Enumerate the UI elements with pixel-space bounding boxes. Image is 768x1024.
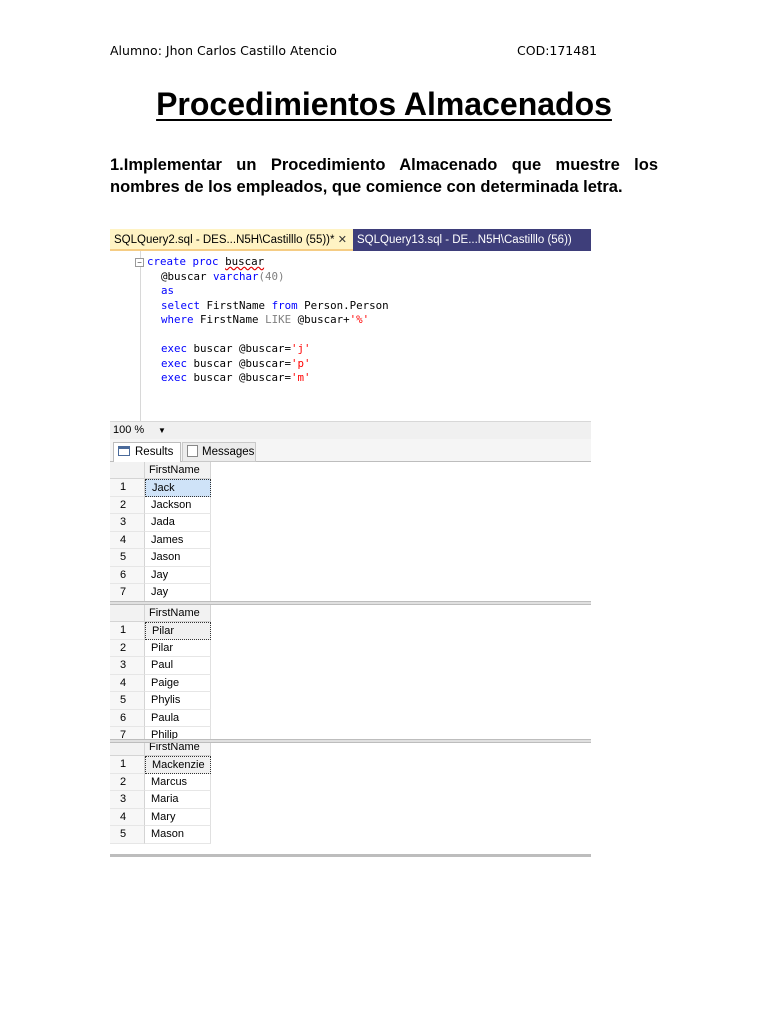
table-row[interactable] — [110, 675, 211, 693]
cell-firstname[interactable]: Maria — [145, 791, 211, 809]
code-token: buscar @buscar= — [193, 342, 292, 355]
code-token: buscar @buscar= — [193, 356, 292, 370]
cell-firstname[interactable]: Pilar — [145, 622, 211, 640]
row-number: 3 — [110, 791, 145, 809]
code-token: '%' — [349, 313, 370, 326]
result-grid-3[interactable] — [110, 743, 591, 854]
code-token: 'p' — [291, 356, 311, 370]
row-number: 3 — [110, 514, 145, 532]
table-row[interactable] — [110, 622, 211, 640]
code-token: where — [161, 313, 194, 326]
row-number: 2 — [110, 640, 145, 658]
cell-firstname[interactable]: Marcus — [145, 774, 211, 792]
cell-firstname[interactable]: Jack — [145, 479, 211, 497]
result-grid-1[interactable] — [110, 462, 591, 601]
row-number: 5 — [110, 692, 145, 710]
table-row[interactable] — [110, 692, 211, 710]
code-line-exec-m — [161, 371, 311, 386]
code-line-2 — [161, 270, 285, 285]
grid-icon — [118, 446, 130, 456]
document-title — [0, 86, 768, 123]
row-number: 6 — [110, 710, 145, 728]
document-title-text: Procedimientos Almacenados — [156, 86, 612, 122]
grid-header — [110, 605, 211, 622]
code-token: create — [147, 255, 187, 268]
code-line-exec-j — [161, 342, 311, 357]
grid-header — [110, 743, 211, 756]
table-row[interactable] — [110, 640, 211, 658]
table-row[interactable] — [110, 532, 211, 550]
collapse-icon[interactable]: − — [135, 258, 144, 267]
code-line-5 — [161, 313, 369, 328]
code-token: select — [161, 298, 201, 312]
row-number: 2 — [110, 774, 145, 792]
table-row[interactable] — [110, 567, 211, 585]
query-tab-bar — [110, 229, 591, 251]
code-token: Person.Person — [304, 298, 389, 312]
results-tab-bar — [110, 439, 591, 462]
cell-firstname[interactable]: Jay — [145, 584, 211, 602]
code-token: exec — [161, 356, 188, 370]
ssms-screenshot — [110, 229, 591, 857]
table-row[interactable] — [110, 549, 211, 567]
code-token: from — [271, 298, 298, 312]
cell-firstname[interactable]: Mason — [145, 826, 211, 844]
zoom-bar — [110, 421, 591, 439]
tab-results-label: Results — [135, 446, 174, 458]
student-code: COD:171481 — [517, 43, 598, 58]
cell-firstname[interactable]: Pilar — [145, 640, 211, 658]
code-line-1 — [147, 255, 264, 270]
table-row[interactable] — [110, 727, 211, 739]
code-token: (40) — [258, 269, 285, 283]
row-number: 3 — [110, 657, 145, 675]
cell-firstname[interactable]: Mackenzie — [145, 756, 211, 774]
chevron-down-icon[interactable]: ▼ — [158, 426, 166, 435]
table-row[interactable] — [110, 657, 211, 675]
table-row[interactable] — [110, 826, 211, 844]
row-number: 2 — [110, 497, 145, 515]
code-line-exec-p — [161, 357, 311, 372]
table-row[interactable] — [110, 756, 211, 774]
document-header — [110, 43, 598, 61]
column-header-firstname[interactable]: FirstName — [145, 743, 211, 756]
tab-sqlquery13[interactable]: SQLQuery13.sql - DE...N5H\Castilllo (56)) — [353, 229, 591, 251]
row-number: 1 — [110, 479, 145, 497]
cell-firstname[interactable]: Paula — [145, 710, 211, 728]
row-number: 5 — [110, 549, 145, 567]
tab-sqlquery2-label: SQLQuery2.sql - DES...N5H\Castilllo (55))* — [114, 234, 335, 246]
row-number: 4 — [110, 532, 145, 550]
cell-firstname[interactable]: Mary — [145, 809, 211, 827]
cell-firstname[interactable]: Jada — [145, 514, 211, 532]
cell-firstname[interactable]: Philip — [145, 727, 211, 739]
column-header-firstname[interactable]: FirstName — [145, 605, 211, 622]
table-row[interactable] — [110, 479, 211, 497]
cell-firstname[interactable]: Jay — [145, 567, 211, 585]
column-header-firstname[interactable]: FirstName — [145, 462, 211, 479]
table-row[interactable] — [110, 497, 211, 515]
row-number: 1 — [110, 756, 145, 774]
code-token: exec — [161, 371, 188, 384]
zoom-level[interactable]: 100 % — [113, 424, 145, 436]
row-number: 7 — [110, 584, 145, 602]
row-number: 4 — [110, 675, 145, 693]
code-token: 'm' — [291, 371, 311, 384]
cell-firstname[interactable]: Paige — [145, 675, 211, 693]
query-editor[interactable] — [110, 251, 591, 421]
cell-firstname[interactable]: James — [145, 532, 211, 550]
code-token: @buscar+ — [297, 313, 350, 326]
table-row[interactable] — [110, 774, 211, 792]
row-number: 7 — [110, 727, 145, 739]
cell-firstname[interactable]: Jackson — [145, 497, 211, 515]
table-row[interactable] — [110, 710, 211, 728]
cell-firstname[interactable]: Jason — [145, 549, 211, 567]
row-number: 1 — [110, 622, 145, 640]
code-line-4 — [161, 299, 389, 314]
row-number: 5 — [110, 826, 145, 844]
message-icon — [187, 445, 198, 457]
row-number: 4 — [110, 809, 145, 827]
grid-bottom-border — [110, 854, 591, 857]
tab-results[interactable] — [113, 442, 181, 462]
code-token: as — [161, 284, 175, 297]
code-token: exec — [161, 342, 188, 355]
grid-header — [110, 462, 211, 479]
code-token: buscar @buscar= — [193, 371, 292, 384]
code-token: buscar — [225, 255, 265, 268]
tab-messages-label: Messages — [202, 446, 255, 458]
table-row[interactable] — [110, 809, 211, 827]
code-token: FirstName — [200, 313, 259, 326]
grid-corner[interactable] — [110, 462, 145, 479]
cell-firstname[interactable]: Phylis — [145, 692, 211, 710]
code-token: @buscar — [161, 269, 207, 283]
code-token: 'j' — [291, 342, 311, 355]
code-token: varchar — [213, 269, 259, 283]
code-token: FirstName — [206, 298, 266, 312]
cell-firstname[interactable]: Paul — [145, 657, 211, 675]
grid-corner[interactable] — [110, 605, 145, 622]
code-line-3 — [161, 284, 174, 299]
table-row[interactable] — [110, 791, 211, 809]
code-token: LIKE — [265, 313, 292, 326]
tab-sqlquery2[interactable] — [110, 229, 353, 251]
row-number: 6 — [110, 567, 145, 585]
table-row[interactable] — [110, 584, 211, 602]
student-name: Alumno: Jhon Carlos Castillo Atencio — [110, 43, 337, 58]
result-grid-2[interactable] — [110, 605, 591, 739]
grid-corner[interactable] — [110, 743, 145, 756]
table-row[interactable] — [110, 514, 211, 532]
tab-messages[interactable] — [182, 442, 256, 462]
code-token: proc — [192, 255, 219, 268]
question-text: 1.Implementar un Procedimiento Almacenado que muestre los nombres de los empleados, que comience con determinada letra. — [110, 156, 658, 196]
close-icon[interactable]: ✕ — [337, 234, 347, 246]
editor-gutter — [140, 251, 141, 421]
